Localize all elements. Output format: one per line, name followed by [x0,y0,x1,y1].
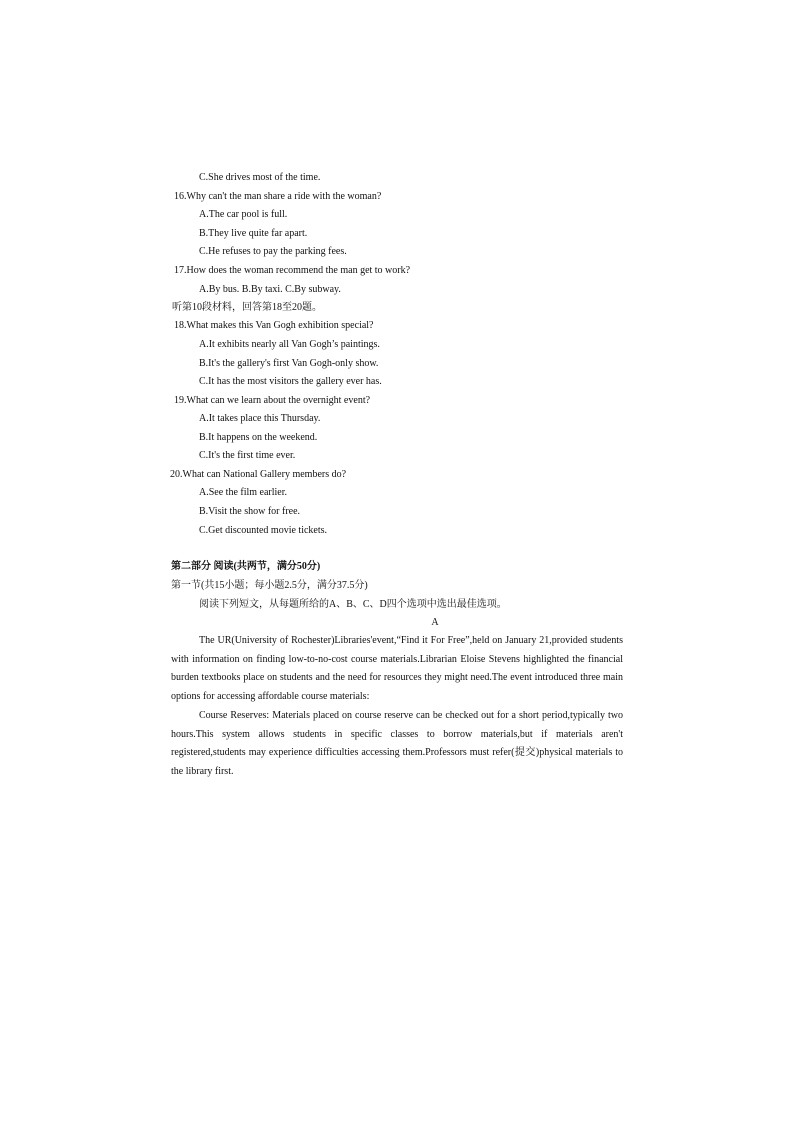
paragraph-2: Course Reserves: Materials placed on course reserve can be checked out for a short period,typically two hours.This system allows students in specific classes to borrow materials,but if materials aren't registered,students may experience difficulties accessing them.Professors must refer(提交)physical materials to the library first. [171,710,623,778]
q16-option-b: B.They live quite far apart. [199,228,308,239]
q16-option-a: A.The car pool is full. [199,209,288,220]
q17-options: A.By bus. B.By taxi. C.By subway. [199,284,341,295]
section-title: 第一节(共15小题；每小题2.5分，满分37.5分) [171,580,368,591]
q15-option-c: C.She drives most of the time. [199,172,321,183]
q19-option-a: A.It takes place this Thursday. [199,413,321,424]
q20-option-a: A.See the film earlier. [199,487,288,498]
instruction: 阅读下列短文，从每题所给的A、B、C、D四个选项中选出最佳选项。 [199,599,507,610]
paragraph-1: The UR(University of Rochester)Libraries'event,“Find it For Free”,held on January 21,provided students with information on finding low-to-no-cost course materials.Librarian Eloise Stevens highlighted the financial burden textbooks place on students and the need for resources they might need.The event introduced three main options for accessing affordable course materials: [171,635,623,703]
q16-option-c: C.He refuses to pay the parking fees. [199,246,347,257]
q18-option-a: A.It exhibits nearly all Van Gogh’s paintings. [199,339,380,350]
q17-question: 17.How does the woman recommend the man get to work? [174,265,411,276]
part-title: 第二部分 阅读(共两节，满分50分) [171,561,321,572]
q18-option-b: B.It's the gallery's first Van Gogh-only show. [199,358,379,369]
section-note: 听第10段材料，回答第18至20题。 [172,302,322,313]
q18-option-c: C.It has the most visitors the gallery ever has. [199,376,382,387]
q19-option-b: B.It happens on the weekend. [199,432,318,443]
q20-question: 20.What can National Gallery members do? [170,469,347,480]
passage-label: A [431,617,439,628]
q18-question: 18.What makes this Van Gogh exhibition special? [174,320,374,331]
q16-question: 16.Why can't the man share a ride with the woman? [174,191,382,202]
q19-option-c: C.It's the first time ever. [199,450,296,461]
q20-option-b: B.Visit the show for free. [199,506,301,517]
q20-option-c: C.Get discounted movie tickets. [199,525,328,536]
q19-question: 19.What can we learn about the overnight event? [174,395,371,406]
